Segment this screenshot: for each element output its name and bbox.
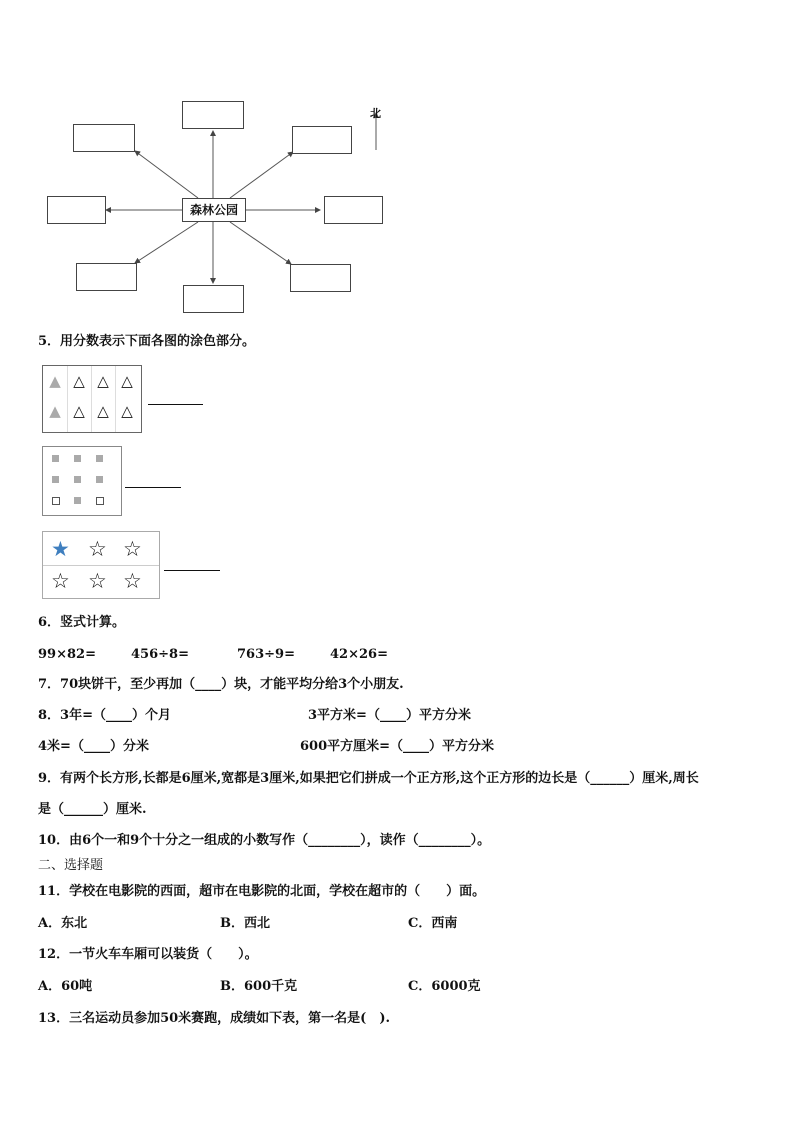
triangle-outline-icon: △ (73, 372, 85, 390)
calc-item: 763÷9= (237, 647, 295, 662)
q8-row2-right: 600平方厘米=（____）平方分米 (300, 739, 495, 754)
blank-box-north (182, 101, 244, 129)
north-label: 北 (370, 107, 381, 120)
square-filled-icon (96, 476, 103, 483)
square-figure (42, 446, 122, 516)
answer-blank-2[interactable] (125, 487, 181, 488)
q11-option-a[interactable]: A．东北 (38, 916, 88, 931)
square-empty-icon (52, 497, 60, 505)
star-outline-icon: ☆ (88, 537, 107, 561)
triangle-outline-icon: △ (97, 402, 109, 420)
q11-option-c[interactable]: C．西南 (408, 916, 458, 931)
answer-blank-1[interactable] (148, 404, 203, 405)
answer-blank-3[interactable] (164, 570, 220, 571)
blank-box-south (183, 285, 244, 313)
star-outline-icon: ☆ (88, 569, 107, 593)
calc-item: 99×82= (38, 647, 96, 662)
calc-item: 456÷8= (131, 647, 189, 662)
q12-option-c[interactable]: C．6000克 (408, 979, 481, 994)
q12-prompt: 12．一节火车车厢可以装货（ ）。 (38, 947, 258, 962)
triangle-filled-icon: ▲ (49, 372, 61, 390)
forest-park-label: 森林公园 (182, 198, 246, 222)
q13-prompt: 13．三名运动员参加50米赛跑，成绩如下表，第一名是( ). (38, 1011, 391, 1026)
blank-box-west (47, 196, 106, 224)
blank-box-southwest (76, 263, 137, 291)
square-filled-icon (74, 455, 81, 462)
q8-row2-left: 4米=（____）分米 (38, 739, 149, 754)
star-outline-icon: ☆ (123, 537, 142, 561)
square-filled-icon (74, 476, 81, 483)
star-outline-icon: ☆ (51, 569, 70, 593)
blank-box-northeast (292, 126, 352, 154)
star-outline-icon: ☆ (123, 569, 142, 593)
star-figure (42, 531, 160, 599)
blank-box-northwest (73, 124, 135, 152)
q11-prompt: 11．学校在电影院的西面，超市在电影院的北面，学校在超市的（ ）面。 (38, 884, 486, 899)
q7-prompt: 7．70块饼干，至少再加（____）块，才能平均分给3个小朋友. (38, 677, 404, 692)
q12-option-a[interactable]: A．60吨 (38, 979, 93, 994)
q11-option-b[interactable]: B．西北 (220, 916, 270, 931)
q10-prompt: 10．由6个一和9个十分之一组成的小数写作（________），读作（________）。 (38, 833, 491, 848)
square-filled-icon (74, 497, 81, 504)
q8-row1-right: 3平方米=（____）平方分米 (308, 708, 471, 723)
q6-prompt: 6．竖式计算。 (38, 615, 126, 630)
blank-box-east (324, 196, 383, 224)
triangle-outline-icon: △ (73, 402, 85, 420)
triangle-filled-icon: ▲ (49, 402, 61, 420)
q5-prompt: 5．用分数表示下面各图的涂色部分。 (38, 334, 256, 349)
q9-line2: 是（______）厘米. (38, 802, 147, 817)
square-empty-icon (96, 497, 104, 505)
blank-box-southeast (290, 264, 351, 292)
triangle-outline-icon: △ (97, 372, 109, 390)
square-filled-icon (96, 455, 103, 462)
q8-row1-left: 8．3年=（____）个月 (38, 708, 171, 723)
direction-diagram (38, 95, 398, 317)
triangle-outline-icon: △ (121, 372, 133, 390)
q9-line1: 9．有两个长方形,长都是6厘米,宽都是3厘米,如果把它们拼成一个正方形,这个正方形的边长是（______）厘米,周长 (38, 771, 699, 786)
square-filled-icon (52, 476, 59, 483)
square-filled-icon (52, 455, 59, 462)
section-title: 二、选择题 (38, 858, 104, 873)
calc-item: 42×26= (330, 647, 388, 662)
triangle-outline-icon: △ (121, 402, 133, 420)
star-filled-icon: ★ (51, 537, 70, 561)
q12-option-b[interactable]: B．600千克 (220, 979, 298, 994)
triangle-figure (42, 365, 142, 433)
